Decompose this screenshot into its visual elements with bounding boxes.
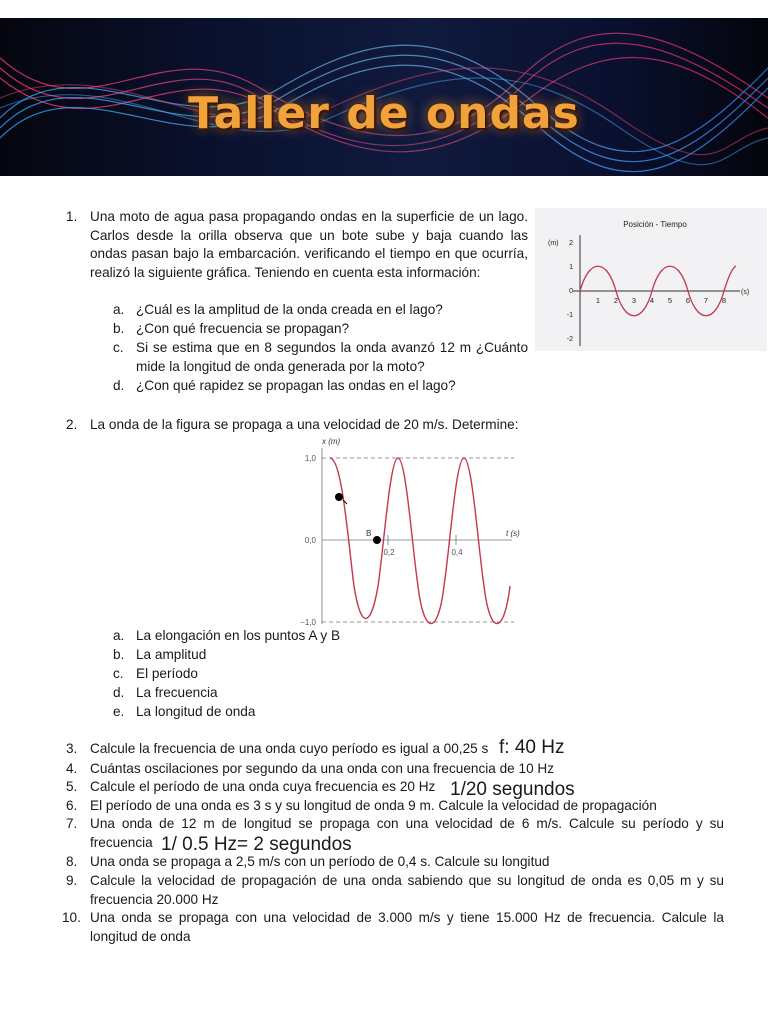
item-text: La amplitud xyxy=(136,647,207,662)
q1-item-c xyxy=(113,339,528,376)
y-tick: 1 xyxy=(569,264,573,271)
y-axis-label: x (m) xyxy=(322,437,341,446)
handwritten-answer-5: 1/20 segundos xyxy=(450,779,575,800)
x-tick: 3 xyxy=(631,296,637,305)
question-number: 5. xyxy=(66,779,78,794)
q2-item-a xyxy=(113,627,528,646)
item-text: ¿Cuál es la amplitud de la onda creada en el lago? xyxy=(136,302,443,317)
item-text: La longitud de onda xyxy=(136,704,256,719)
item-text: Si se estima que en 8 segundos la onda avanzó 12 m ¿Cuánto mide la longitud de onda generada por la moto? xyxy=(136,340,528,374)
y-tick: -1 xyxy=(566,312,573,319)
item-letter: e. xyxy=(113,704,125,719)
q1-item-a xyxy=(113,301,528,320)
handwritten-answer-7: 1/ 0.5 Hz= 2 segundos xyxy=(161,834,352,855)
item-letter: b. xyxy=(113,321,125,336)
question-number: 3. xyxy=(66,741,78,756)
question-text: Una onda se propaga a 2,5 m/s con un período de 0,4 s. Calcule su longitud xyxy=(90,854,550,869)
item-text: La elongación en los puntos A y B xyxy=(136,628,341,643)
point-b xyxy=(373,536,381,544)
question-2 xyxy=(62,416,528,435)
item-letter: a. xyxy=(113,628,125,643)
question-number: 2. xyxy=(66,417,78,432)
wave-graph xyxy=(292,436,524,628)
x-tick: 2 xyxy=(613,296,619,305)
q2-item-b xyxy=(113,646,528,665)
header-banner xyxy=(0,18,768,176)
question-6 xyxy=(62,797,724,816)
x-tick: 6 xyxy=(685,296,691,305)
question-text-cont: longitud de onda xyxy=(90,928,191,944)
handwritten-answer-3: f: 40 Hz xyxy=(499,737,565,758)
question-text: La onda de la figura se propaga a una velocidad de 20 m/s. Determine: xyxy=(90,417,519,432)
q2-item-d xyxy=(113,684,528,703)
question-10 xyxy=(62,909,724,946)
item-letter: a. xyxy=(113,302,125,317)
item-letter: d. xyxy=(113,378,125,393)
y-tick: −1,0 xyxy=(300,618,316,627)
question-text: El período de una onda es 3 s y su longitud de onda 9 m. Calcule la velocidad de propagación xyxy=(90,798,657,813)
question-text: Calcule la frecuencia de una onda cuyo período es igual a 00,25 s xyxy=(90,741,489,756)
x-axis-label: (s) xyxy=(741,289,750,296)
question-4 xyxy=(62,760,724,779)
point-b-label: B xyxy=(366,529,372,538)
question-3 xyxy=(62,740,724,759)
x-tick: 5 xyxy=(667,296,673,305)
question-number: 10. xyxy=(62,910,81,925)
graph-title: Posición - Tiempo xyxy=(623,220,687,229)
question-number: 6. xyxy=(66,798,78,813)
q2-item-c xyxy=(113,665,528,684)
y-tick: 2 xyxy=(569,240,573,247)
question-number: 9. xyxy=(66,873,78,888)
question-text: Calcule la velocidad de propagación de una onda sabiendo que su longitud de onda es 0,05 m y su xyxy=(90,873,724,888)
item-text: La frecuencia xyxy=(136,685,218,700)
question-1 xyxy=(62,208,528,282)
item-letter: d. xyxy=(113,685,125,700)
question-number: 1. xyxy=(66,209,78,224)
y-tick: 0,0 xyxy=(304,536,316,545)
question-number: 8. xyxy=(66,854,78,869)
question-text: Cuántas oscilaciones por segundo da una onda con una frecuencia de 10 Hz xyxy=(90,761,555,776)
item-letter: c. xyxy=(113,666,124,681)
item-text: ¿Con qué frecuencia se propagan? xyxy=(136,321,350,336)
y-tick: 0 xyxy=(569,288,573,295)
y-axis-label: (m) xyxy=(548,240,559,247)
question-number: 4. xyxy=(66,761,78,776)
q1-item-b xyxy=(113,320,528,339)
question-number: 7. xyxy=(66,816,78,831)
wave-curve xyxy=(330,458,510,624)
x-axis-label: t (s) xyxy=(506,529,520,538)
x-tick: 8 xyxy=(721,296,727,305)
y-tick: -2 xyxy=(566,336,573,343)
x-tick: 1 xyxy=(595,296,601,305)
question-8 xyxy=(62,853,724,872)
question-text-cont: frecuencia xyxy=(90,834,153,850)
item-text: ¿Con qué rapidez se propagan las ondas en el lago? xyxy=(136,378,456,393)
question-text: Una moto de agua pasa propagando ondas en la superficie de un lago. Carlos desde la orilla observa que un bote sube y baja cuando las ondas pasan bajo la embarcación. verificando el tiempo en que ocurría, realizó la siguiente gráfica. Teniendo en cuenta esta información: xyxy=(90,209,528,280)
item-text: El período xyxy=(136,666,198,681)
q1-item-d xyxy=(113,377,528,396)
position-time-graph xyxy=(535,208,767,351)
item-letter: c. xyxy=(113,340,124,355)
q2-item-e xyxy=(113,703,528,722)
question-9 xyxy=(62,872,724,909)
question-text-cont: frecuencia 20.000 Hz xyxy=(90,891,219,907)
x-tick: 4 xyxy=(649,296,655,305)
question-text: Una onda de 12 m de longitud se propaga con una velocidad de 6 m/s. Calcule su período y su xyxy=(90,816,724,831)
x-tick: 0,2 xyxy=(383,548,395,557)
banner-title: Taller de ondas xyxy=(188,88,580,139)
question-text: Una onda se propaga con una velocidad de 3.000 m/s y tiene 15.000 Hz de frecuencia. Calcule la xyxy=(90,910,724,925)
y-tick: 1,0 xyxy=(304,454,316,463)
question-5 xyxy=(62,778,724,797)
item-letter: b. xyxy=(113,647,125,662)
x-tick: 7 xyxy=(703,296,709,305)
question-text: Calcule el período de una onda cuya frecuencia es 20 Hz xyxy=(90,779,436,794)
point-a xyxy=(335,493,343,501)
x-tick: 0,4 xyxy=(451,548,463,557)
